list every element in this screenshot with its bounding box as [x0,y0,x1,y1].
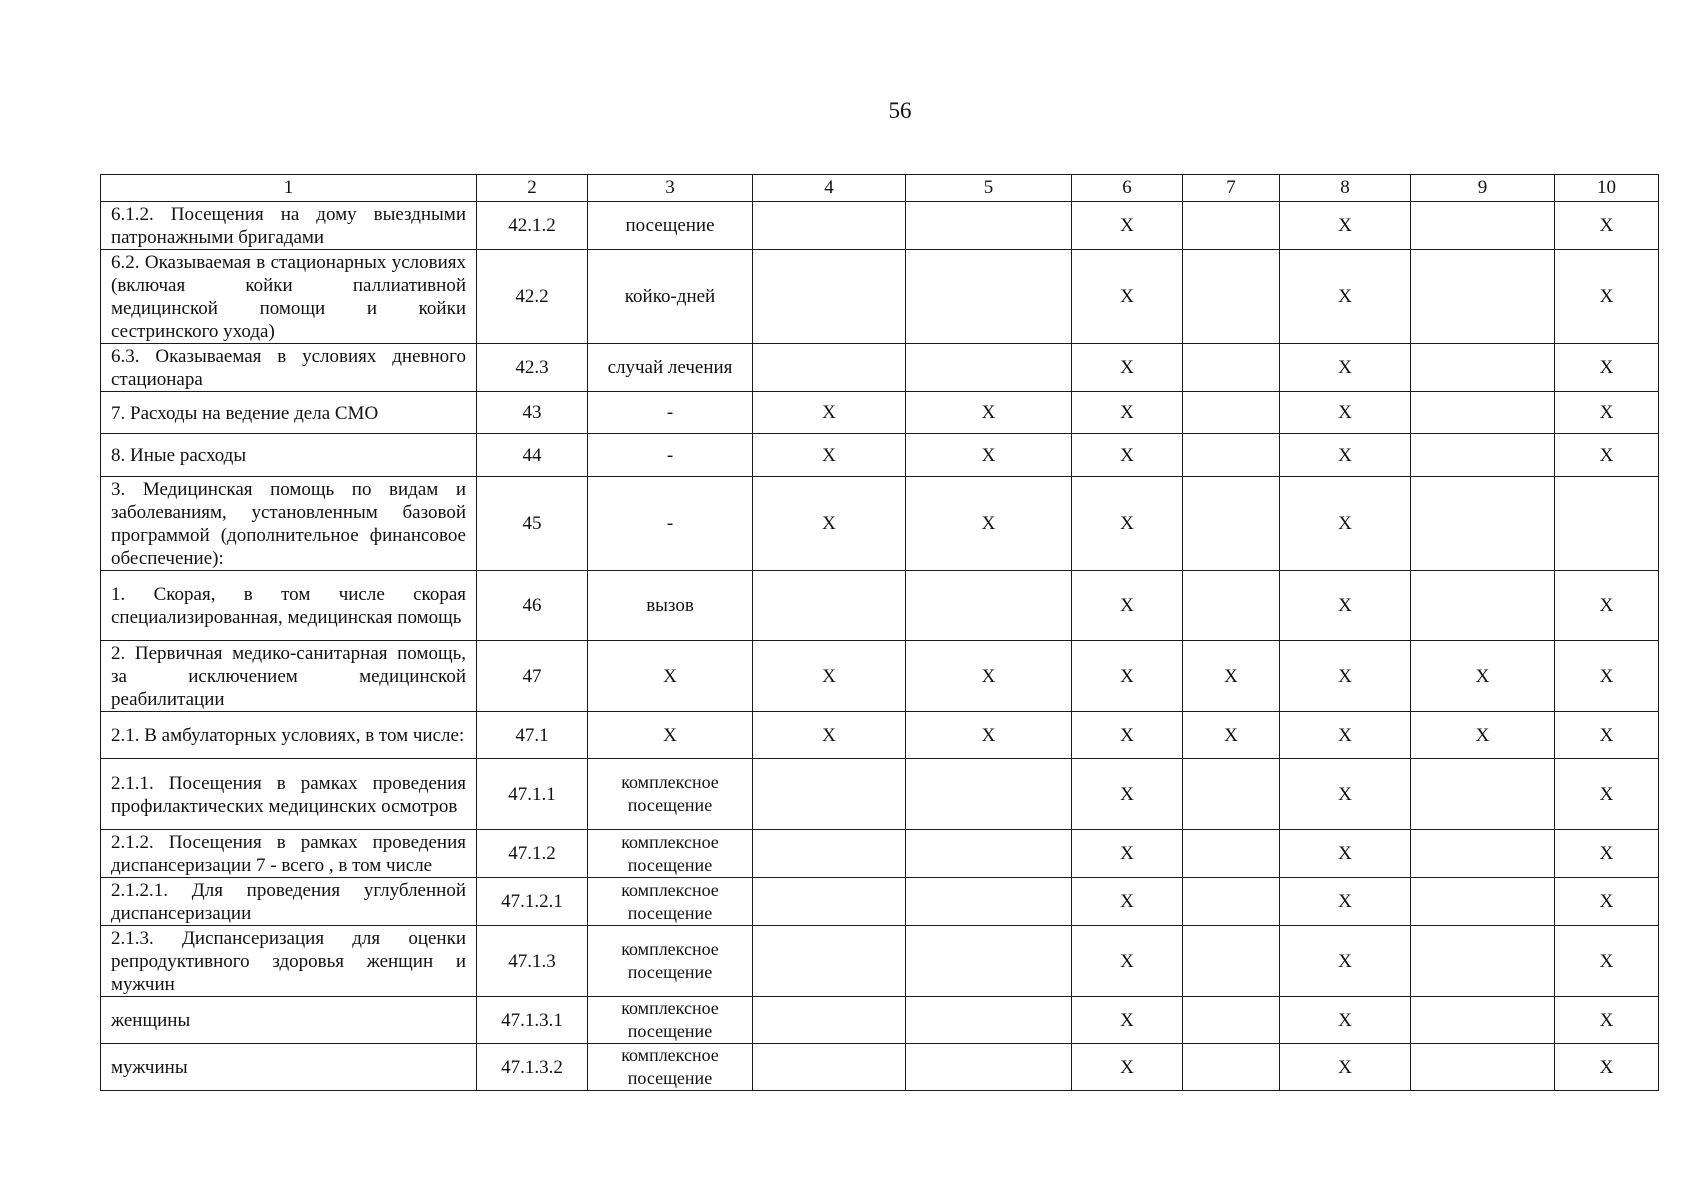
table-cell [1411,759,1555,830]
table-cell [906,1044,1072,1091]
table-row [101,712,1659,759]
table-cell: X [1555,712,1659,759]
table-row [101,344,1659,392]
table-cell: X [753,434,906,477]
table-cell: X [906,477,1072,571]
row-code: 47.1 [477,712,588,759]
table-cell: X [906,712,1072,759]
expense-table [100,174,1659,1091]
table-cell [1183,878,1280,926]
row-description: 2.1.3. Диспансеризация для оценки репродуктивного здоровья женщин и мужчин [101,926,477,997]
table-cell: X [1555,759,1659,830]
table-cell: X [1072,344,1183,392]
table-cell [906,830,1072,878]
table-cell: X [1072,641,1183,712]
row-unit: койко-дней [588,250,753,344]
row-unit: - [588,392,753,434]
table-cell: X [1072,830,1183,878]
table-cell: X [1072,434,1183,477]
row-description: 2. Первичная медико-санитарная помощь, за исключением медицинской реабилитации [101,641,477,712]
table-cell: X [1280,641,1411,712]
table-cell: X [1555,392,1659,434]
table-cell: X [1555,641,1659,712]
table-cell [1411,830,1555,878]
table-cell: X [1411,712,1555,759]
table-cell [1411,926,1555,997]
table-cell: X [1555,997,1659,1044]
table-cell: X [1555,926,1659,997]
table-cell: X [1072,1044,1183,1091]
table-cell: X [1072,250,1183,344]
table-cell [1183,997,1280,1044]
table-cell [753,202,906,250]
table-cell [1183,477,1280,571]
table-cell: X [1183,641,1280,712]
table-cell: X [1280,926,1411,997]
header-cell: 7 [1183,175,1280,202]
table-cell: X [1555,571,1659,641]
row-code: 44 [477,434,588,477]
row-description: 7. Расходы на ведение дела СМО [101,392,477,434]
table-cell: X [1072,878,1183,926]
table-row [101,830,1659,878]
table-cell [1183,926,1280,997]
table-cell: X [1280,392,1411,434]
table-cell [1183,202,1280,250]
table-cell: X [1183,712,1280,759]
table-cell: X [1072,712,1183,759]
row-code: 47.1.2.1 [477,878,588,926]
table-cell: X [1072,997,1183,1044]
table-cell: X [1555,1044,1659,1091]
header-cell: 3 [588,175,753,202]
table-cell: X [1072,759,1183,830]
table-cell: X [906,392,1072,434]
table-cell [1183,830,1280,878]
table-cell: X [753,641,906,712]
row-code: 43 [477,392,588,434]
row-description: мужчины [101,1044,477,1091]
table-cell: X [1280,202,1411,250]
table-row [101,641,1659,712]
table-cell [1411,997,1555,1044]
table-row [101,434,1659,477]
row-unit: X [588,641,753,712]
row-description: женщины [101,997,477,1044]
header-cell: 5 [906,175,1072,202]
table-cell [1411,434,1555,477]
table-cell: X [1280,477,1411,571]
table-cell: X [1072,392,1183,434]
header-row [101,175,1659,202]
table-cell: X [1072,477,1183,571]
row-description: 6.1.2. Посещения на дому выездными патронажными бригадами [101,202,477,250]
header-cell: 2 [477,175,588,202]
table-row [101,202,1659,250]
table-cell [753,830,906,878]
table-cell: X [1280,759,1411,830]
row-code: 42.1.2 [477,202,588,250]
table-cell [1183,434,1280,477]
table-cell [1411,1044,1555,1091]
table-cell [1411,202,1555,250]
table-cell: X [1072,571,1183,641]
row-code: 47.1.2 [477,830,588,878]
table-cell: X [1555,830,1659,878]
table-cell: X [1280,1044,1411,1091]
table-cell [906,571,1072,641]
header-cell: 6 [1072,175,1183,202]
row-code: 46 [477,571,588,641]
row-description: 2.1.2.1. Для проведения углубленной диспансеризации [101,878,477,926]
table-cell: X [1072,202,1183,250]
row-unit: комплексное посещение [588,759,753,830]
table-cell: X [753,477,906,571]
row-unit: комплексное посещение [588,1044,753,1091]
table-cell [906,759,1072,830]
table-cell: X [1280,830,1411,878]
row-description: 1. Скорая, в том числе скорая специализированная, медицинская помощь [101,571,477,641]
table-cell [906,926,1072,997]
row-unit: случай лечения [588,344,753,392]
table-row [101,1044,1659,1091]
row-unit: комплексное посещение [588,926,753,997]
table-cell: X [1072,926,1183,997]
row-description: 2.1.2. Посещения в рамках проведения диспансеризации 7 - всего , в том числе [101,830,477,878]
table-cell [1411,392,1555,434]
row-unit: комплексное посещение [588,830,753,878]
table-row [101,759,1659,830]
table-cell: X [906,641,1072,712]
table-cell: X [906,434,1072,477]
table-cell [906,878,1072,926]
table-cell [906,250,1072,344]
table-row [101,392,1659,434]
table-row [101,926,1659,997]
table-cell [753,759,906,830]
table-cell [1183,759,1280,830]
table-cell [753,878,906,926]
table-cell [753,926,906,997]
table-cell: X [1280,250,1411,344]
table-cell [1411,344,1555,392]
table-cell [1411,571,1555,641]
table-row [101,878,1659,926]
table-cell [753,997,906,1044]
table-cell [1183,1044,1280,1091]
row-unit: X [588,712,753,759]
table-cell [1555,477,1659,571]
table-cell: X [1280,997,1411,1044]
row-unit: посещение [588,202,753,250]
table-cell: X [1411,641,1555,712]
row-unit: комплексное посещение [588,997,753,1044]
row-description: 8. Иные расходы [101,434,477,477]
row-description: 6.3. Оказываемая в условиях дневного стационара [101,344,477,392]
table-cell: X [1555,250,1659,344]
row-code: 47.1.3.1 [477,997,588,1044]
table-cell [753,571,906,641]
row-code: 42.3 [477,344,588,392]
table-cell [906,202,1072,250]
table-row [101,571,1659,641]
header-cell: 10 [1555,175,1659,202]
table-cell: X [1280,571,1411,641]
table-cell [1183,392,1280,434]
table-cell [753,344,906,392]
header-cell: 4 [753,175,906,202]
header-cell: 9 [1411,175,1555,202]
page-number: 56 [888,98,912,123]
row-description: 2.1.1. Посещения в рамках проведения профилактических медицинских осмотров [101,759,477,830]
table-cell [1183,344,1280,392]
table-cell [753,250,906,344]
table-cell: X [1280,344,1411,392]
table-cell [906,997,1072,1044]
table-cell: X [1555,202,1659,250]
row-description: 2.1. В амбулаторных условиях, в том числе: [101,712,477,759]
table-cell: X [1280,878,1411,926]
row-unit: комплексное посещение [588,878,753,926]
row-code: 45 [477,477,588,571]
table-cell [1411,878,1555,926]
table-cell: X [1555,434,1659,477]
row-code: 47.1.3.2 [477,1044,588,1091]
table-row [101,997,1659,1044]
table-cell [1411,250,1555,344]
table-cell [906,344,1072,392]
table-row [101,250,1659,344]
table-cell [1411,477,1555,571]
row-description: 6.2. Оказываемая в стационарных условиях (включая койки паллиативной медицинской помощи и койки сестринского ухода) [101,250,477,344]
row-unit: - [588,477,753,571]
table-row [101,477,1659,571]
row-unit: - [588,434,753,477]
row-code: 47.1.1 [477,759,588,830]
table-cell: X [753,392,906,434]
row-code: 47.1.3 [477,926,588,997]
table-cell [753,1044,906,1091]
header-cell: 8 [1280,175,1411,202]
row-code: 42.2 [477,250,588,344]
table-cell: X [1280,712,1411,759]
row-code: 47 [477,641,588,712]
table-cell: X [1555,344,1659,392]
header-cell: 1 [101,175,477,202]
row-unit: вызов [588,571,753,641]
table-cell: X [753,712,906,759]
row-description: 3. Медицинская помощь по видам и заболеваниям, установленным базовой программой (дополнительное финансовое обеспечение): [101,477,477,571]
table-cell: X [1555,878,1659,926]
table-cell: X [1280,434,1411,477]
table-cell [1183,250,1280,344]
table-cell [1183,571,1280,641]
